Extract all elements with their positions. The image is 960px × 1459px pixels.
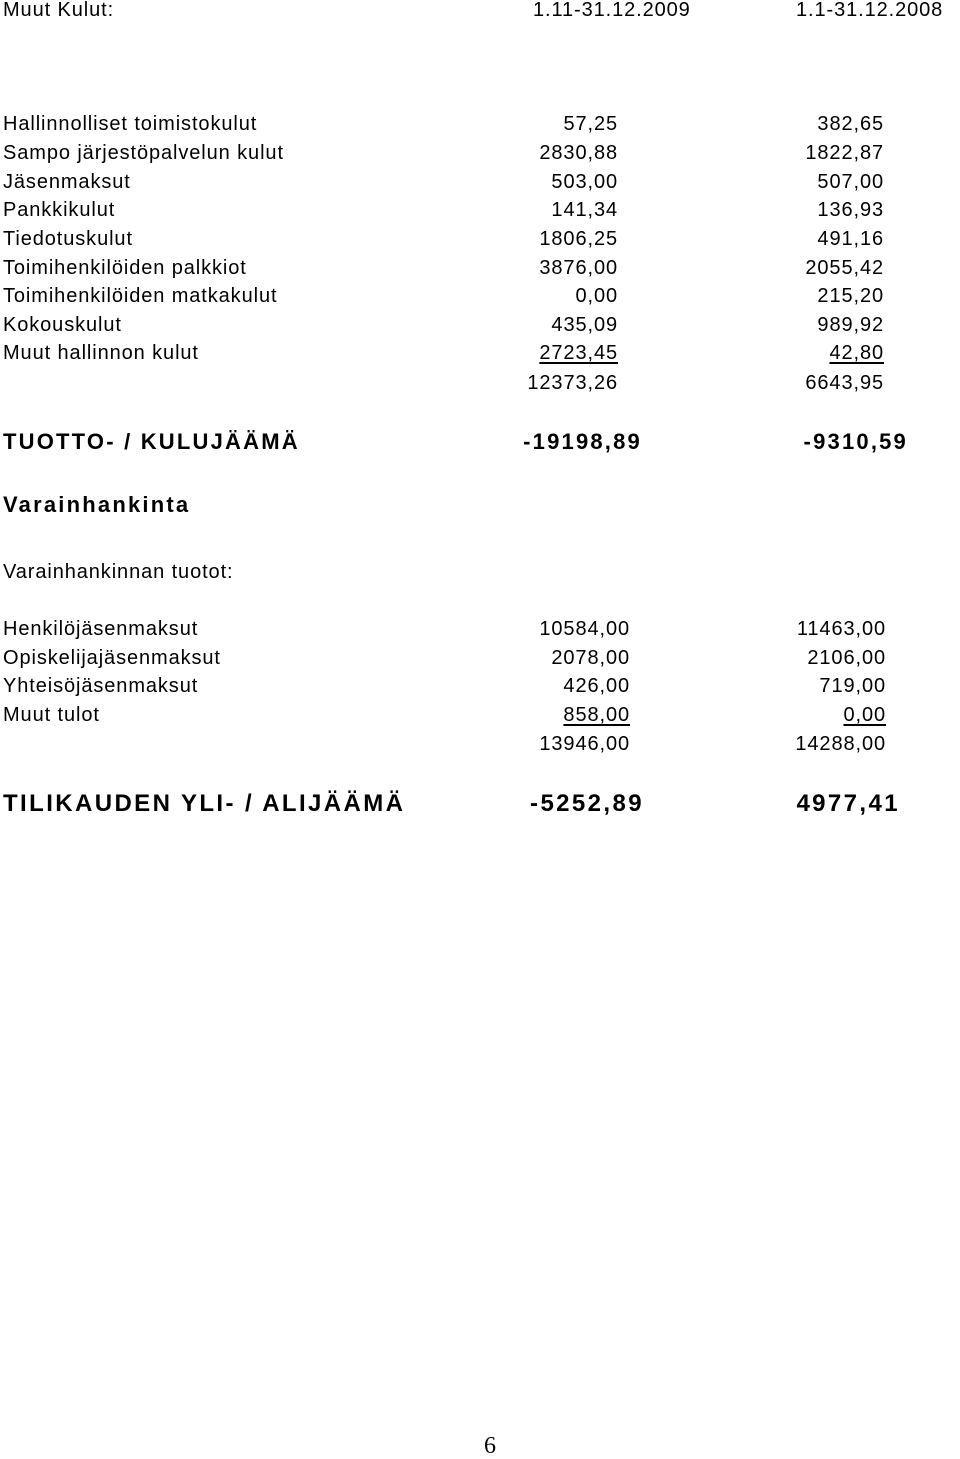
previous-value: 215,20 bbox=[817, 285, 884, 307]
result-current: -19198,89 bbox=[523, 429, 642, 454]
row-label: Sampo järjestöpalvelun kulut bbox=[3, 142, 284, 164]
page-number: 6 bbox=[484, 1433, 496, 1459]
row-label: Pankkikulut bbox=[3, 199, 116, 221]
previous-value: 507,00 bbox=[817, 171, 884, 193]
row-label: Yhteisöjäsenmaksut bbox=[3, 675, 199, 697]
previous-value: 42,80 bbox=[829, 342, 884, 364]
row-label: Hallinnolliset toimistokulut bbox=[3, 113, 258, 135]
period-previous-heading: 1.1-31.12.2008 bbox=[796, 0, 944, 21]
row-label: Tiedotuskulut bbox=[3, 228, 133, 250]
row-label: Kokouskulut bbox=[3, 314, 122, 336]
current-value: 858,00 bbox=[563, 704, 630, 726]
previous-value: 719,00 bbox=[819, 675, 886, 697]
row-label: Henkilöjäsenmaksut bbox=[3, 618, 199, 640]
section-heading-other-expenses: Muut Kulut: bbox=[3, 0, 115, 21]
previous-value: 2055,42 bbox=[805, 257, 884, 279]
previous-value: 1822,87 bbox=[805, 142, 884, 164]
previous-value: 989,92 bbox=[817, 314, 884, 336]
fundraising-total-previous: 14288,00 bbox=[795, 733, 886, 755]
period-current-heading: 1.11-31.12.2009 bbox=[533, 0, 691, 21]
previous-value: 11463,00 bbox=[796, 618, 886, 640]
current-value: 3876,00 bbox=[539, 257, 618, 279]
row-label: Muut tulot bbox=[3, 704, 100, 726]
previous-value: 136,93 bbox=[817, 199, 884, 221]
previous-value: 491,16 bbox=[817, 228, 884, 250]
result-previous: -9310,59 bbox=[803, 429, 908, 454]
current-value: 426,00 bbox=[563, 675, 630, 697]
previous-value: 0,00 bbox=[843, 704, 886, 726]
result-label: TUOTTO- / KULUJÄÄMÄ bbox=[3, 429, 300, 454]
row-label: Toimihenkilöiden matkakulut bbox=[3, 285, 278, 307]
current-value: 0,00 bbox=[575, 285, 618, 307]
fundraising-subheading: Varainhankinnan tuotot: bbox=[3, 561, 234, 583]
row-label: Opiskelijajäsenmaksut bbox=[3, 647, 221, 669]
fundraising-total-current: 13946,00 bbox=[539, 733, 630, 755]
expenses-total-previous: 6643,95 bbox=[805, 372, 884, 394]
final-result-current: -5252,89 bbox=[530, 790, 644, 817]
current-value: 503,00 bbox=[551, 171, 618, 193]
final-result-label: TILIKAUDEN YLI- / ALIJÄÄMÄ bbox=[3, 790, 406, 817]
current-value: 2078,00 bbox=[551, 647, 630, 669]
row-label: Muut hallinnon kulut bbox=[3, 342, 199, 364]
current-value: 10584,00 bbox=[539, 618, 630, 640]
current-value: 2830,88 bbox=[539, 142, 618, 164]
previous-value: 382,65 bbox=[817, 113, 884, 135]
current-value: 141,34 bbox=[551, 199, 618, 221]
section-heading-fundraising: Varainhankinta bbox=[3, 492, 191, 517]
row-label: Toimihenkilöiden palkkiot bbox=[3, 257, 247, 279]
current-value: 57,25 bbox=[563, 113, 618, 135]
expenses-total-current: 12373,26 bbox=[527, 372, 618, 394]
final-result-previous: 4977,41 bbox=[796, 790, 900, 817]
previous-value: 2106,00 bbox=[807, 647, 886, 669]
row-label: Jäsenmaksut bbox=[3, 171, 131, 193]
current-value: 2723,45 bbox=[539, 342, 618, 364]
current-value: 435,09 bbox=[551, 314, 618, 336]
current-value: 1806,25 bbox=[539, 228, 618, 250]
